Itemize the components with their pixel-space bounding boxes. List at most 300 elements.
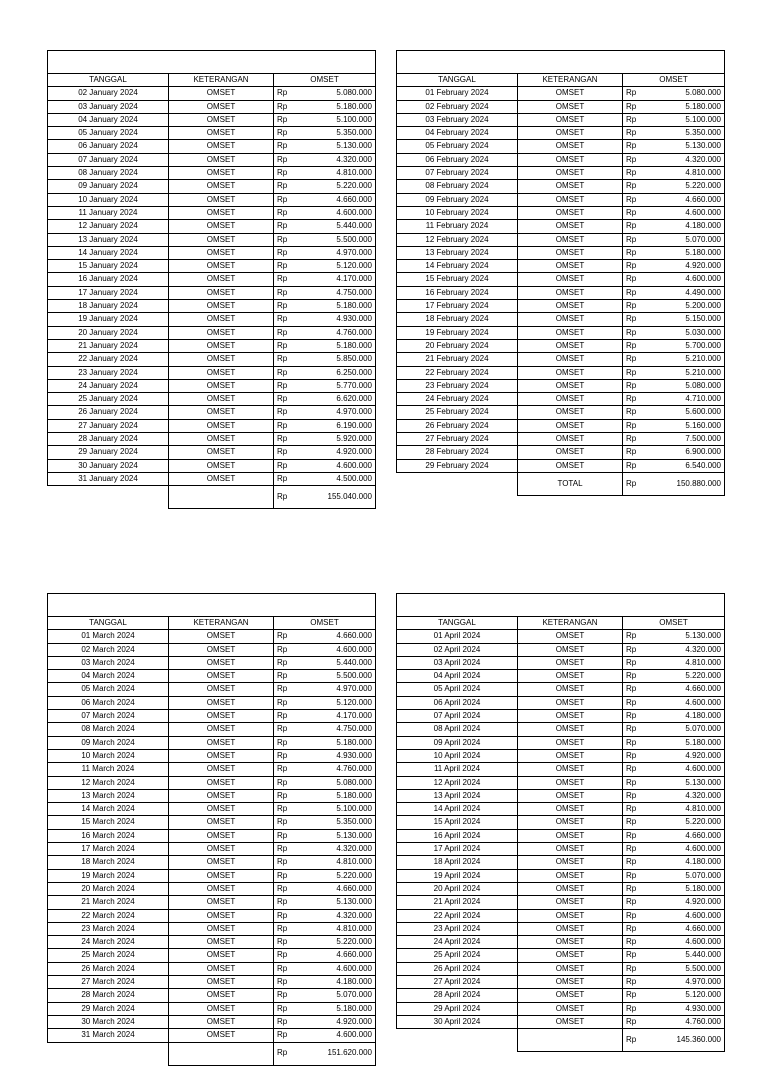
currency-label: Rp [277, 1016, 288, 1026]
row-amount-cell [623, 696, 725, 709]
total-label: TOTAL [518, 472, 623, 495]
amount-value: 7.500.000 [685, 434, 721, 444]
table-row [397, 393, 725, 406]
table-row [48, 339, 376, 352]
amount-value: 5.100.000 [336, 114, 372, 124]
omset-table-february [396, 50, 725, 496]
row-amount [277, 710, 372, 722]
currency-label: Rp [277, 1030, 288, 1040]
row-date: 18 February 2024 [397, 313, 518, 326]
row-description: OMSET [518, 1015, 623, 1028]
currency-label: Rp [277, 367, 288, 377]
row-date: 05 March 2024 [48, 683, 169, 696]
row-amount-cell [623, 710, 725, 723]
row-date: 06 February 2024 [397, 153, 518, 166]
row-description: OMSET [518, 989, 623, 1002]
row-date: 07 April 2024 [397, 710, 518, 723]
row-amount [626, 803, 721, 815]
row-amount [626, 353, 721, 365]
amount-value: 5.200.000 [685, 301, 721, 311]
currency-label: Rp [626, 340, 637, 350]
total-amount [626, 478, 721, 490]
total-amount-cell [623, 472, 725, 495]
table-row [397, 246, 725, 259]
currency-label: Rp [277, 168, 288, 178]
row-amount [626, 910, 721, 922]
row-amount [626, 870, 721, 882]
row-date: 28 April 2024 [397, 989, 518, 1002]
table-row [397, 153, 725, 166]
row-description: OMSET [169, 446, 274, 459]
row-amount [277, 353, 372, 365]
table-row [397, 989, 725, 1002]
amount-value: 5.160.000 [685, 420, 721, 430]
row-date: 27 April 2024 [397, 976, 518, 989]
row-date: 20 February 2024 [397, 339, 518, 352]
row-description: OMSET [169, 472, 274, 485]
row-amount-cell [623, 140, 725, 153]
currency-label: Rp [626, 261, 637, 271]
row-amount [626, 247, 721, 259]
row-date: 06 April 2024 [397, 696, 518, 709]
amount-value: 4.600.000 [336, 963, 372, 973]
currency-label: Rp [277, 937, 288, 947]
row-description: OMSET [518, 406, 623, 419]
currency-label: Rp [626, 154, 637, 164]
currency-label: Rp [277, 777, 288, 787]
row-amount [277, 367, 372, 379]
row-amount-cell [274, 1015, 376, 1028]
table-row [397, 736, 725, 749]
row-description: OMSET [169, 167, 274, 180]
row-date: 11 March 2024 [48, 763, 169, 776]
currency-label: Rp [626, 447, 637, 457]
currency-label: Rp [626, 434, 637, 444]
row-date: 27 March 2024 [48, 976, 169, 989]
row-date: 22 February 2024 [397, 366, 518, 379]
currency-label: Rp [626, 460, 637, 470]
currency-label: Rp [277, 247, 288, 257]
row-amount-cell [274, 167, 376, 180]
table-row [397, 803, 725, 816]
row-amount [277, 963, 372, 975]
row-description: OMSET [169, 1002, 274, 1015]
currency-label: Rp [277, 950, 288, 960]
row-amount-cell [623, 896, 725, 909]
row-amount-cell [274, 459, 376, 472]
row-date: 15 April 2024 [397, 816, 518, 829]
amount-value: 5.130.000 [685, 141, 721, 151]
table-row [397, 976, 725, 989]
row-date: 07 February 2024 [397, 167, 518, 180]
amount-value: 4.710.000 [685, 394, 721, 404]
row-amount [277, 460, 372, 472]
table-title-cell [397, 594, 725, 617]
table-row [397, 630, 725, 643]
currency-label: Rp [626, 407, 637, 417]
row-description: OMSET [518, 776, 623, 789]
row-description: OMSET [169, 326, 274, 339]
table-row [48, 829, 376, 842]
row-amount [277, 949, 372, 961]
row-description: OMSET [518, 459, 623, 472]
row-amount-cell [623, 776, 725, 789]
row-description: OMSET [169, 882, 274, 895]
table-row [397, 379, 725, 392]
amount-value: 5.070.000 [336, 990, 372, 1000]
row-amount-cell [623, 233, 725, 246]
row-date: 01 April 2024 [397, 630, 518, 643]
row-amount-cell [623, 976, 725, 989]
amount-value: 5.350.000 [336, 817, 372, 827]
row-date: 04 March 2024 [48, 670, 169, 683]
table-row [48, 1015, 376, 1028]
row-description: OMSET [169, 233, 274, 246]
row-date: 15 January 2024 [48, 260, 169, 273]
row-description: OMSET [518, 113, 623, 126]
table-row [397, 127, 725, 140]
amount-value: 4.660.000 [685, 684, 721, 694]
row-amount-cell [274, 936, 376, 949]
currency-label: Rp [626, 1016, 637, 1026]
row-amount [277, 313, 372, 325]
row-date: 15 March 2024 [48, 816, 169, 829]
table-row [397, 300, 725, 313]
total-spacer [397, 1029, 518, 1052]
amount-value: 4.810.000 [685, 804, 721, 814]
table-row [48, 643, 376, 656]
row-amount [277, 830, 372, 842]
row-date: 09 January 2024 [48, 180, 169, 193]
row-amount [277, 657, 372, 669]
row-amount [626, 180, 721, 192]
row-date: 25 April 2024 [397, 949, 518, 962]
currency-label: Rp [626, 790, 637, 800]
row-date: 26 January 2024 [48, 406, 169, 419]
row-amount [626, 140, 721, 152]
row-date: 08 March 2024 [48, 723, 169, 736]
row-date: 12 April 2024 [397, 776, 518, 789]
row-description: OMSET [518, 803, 623, 816]
currency-label: Rp [277, 154, 288, 164]
row-description: OMSET [169, 1015, 274, 1028]
row-date: 02 April 2024 [397, 643, 518, 656]
amount-value: 4.600.000 [685, 274, 721, 284]
currency-label: Rp [626, 1003, 637, 1013]
table-row [397, 233, 725, 246]
table-row [397, 1002, 725, 1015]
header-omset: OMSET [274, 74, 376, 87]
row-description: OMSET [518, 87, 623, 100]
amount-value: 4.920.000 [685, 897, 721, 907]
row-date: 21 February 2024 [397, 353, 518, 366]
row-date: 03 March 2024 [48, 656, 169, 669]
amount-value: 5.600.000 [685, 407, 721, 417]
table-row [48, 882, 376, 895]
row-date: 31 January 2024 [48, 472, 169, 485]
row-amount-cell [623, 803, 725, 816]
row-amount-cell [274, 1029, 376, 1042]
table-row [397, 326, 725, 339]
row-description: OMSET [518, 843, 623, 856]
row-date: 14 January 2024 [48, 246, 169, 259]
row-amount [626, 220, 721, 232]
amount-value: 4.660.000 [685, 923, 721, 933]
currency-label: Rp [277, 897, 288, 907]
row-amount-cell [274, 220, 376, 233]
row-date: 28 March 2024 [48, 989, 169, 1002]
table-row [48, 193, 376, 206]
currency-label: Rp [277, 977, 288, 987]
table-row [48, 459, 376, 472]
total-value: 150.880.000 [676, 478, 721, 488]
currency-label: Rp [277, 234, 288, 244]
table-row [397, 206, 725, 219]
amount-value: 5.850.000 [336, 354, 372, 364]
amount-value: 4.600.000 [685, 910, 721, 920]
row-description: OMSET [518, 909, 623, 922]
amount-value: 5.180.000 [685, 247, 721, 257]
amount-value: 4.600.000 [685, 844, 721, 854]
amount-value: 5.180.000 [685, 883, 721, 893]
row-amount-cell [623, 1015, 725, 1028]
table-row [48, 233, 376, 246]
row-amount [277, 194, 372, 206]
row-amount [626, 420, 721, 432]
row-amount-cell [274, 643, 376, 656]
row-date: 26 February 2024 [397, 419, 518, 432]
amount-value: 4.320.000 [685, 154, 721, 164]
currency-label: Rp [626, 327, 637, 337]
row-date: 20 April 2024 [397, 882, 518, 895]
row-amount-cell [623, 1002, 725, 1015]
amount-value: 5.440.000 [336, 657, 372, 667]
amount-value: 5.070.000 [685, 234, 721, 244]
table-row [48, 379, 376, 392]
currency-label: Rp [277, 221, 288, 231]
currency-label: Rp [626, 631, 637, 641]
table-row [48, 856, 376, 869]
row-description: OMSET [169, 976, 274, 989]
amount-value: 4.600.000 [336, 1030, 372, 1040]
currency-label: Rp [626, 857, 637, 867]
row-amount [277, 843, 372, 855]
amount-value: 4.180.000 [685, 857, 721, 867]
total-spacer [48, 486, 169, 509]
row-description: OMSET [169, 656, 274, 669]
row-description: OMSET [518, 710, 623, 723]
row-date: 29 January 2024 [48, 446, 169, 459]
table-row [48, 206, 376, 219]
row-amount [626, 1003, 721, 1015]
table-row [48, 406, 376, 419]
row-date: 18 April 2024 [397, 856, 518, 869]
currency-label: Rp [277, 194, 288, 204]
row-description: OMSET [518, 366, 623, 379]
row-amount [626, 154, 721, 166]
row-description: OMSET [169, 246, 274, 259]
amount-value: 5.130.000 [336, 141, 372, 151]
header-omset: OMSET [623, 74, 725, 87]
currency-label: Rp [626, 234, 637, 244]
row-amount [277, 790, 372, 802]
table-row [397, 353, 725, 366]
row-description: OMSET [518, 976, 623, 989]
row-date: 24 February 2024 [397, 393, 518, 406]
amount-value: 5.180.000 [336, 101, 372, 111]
table-row [48, 803, 376, 816]
table-row [48, 140, 376, 153]
row-description: OMSET [518, 419, 623, 432]
table-row [48, 723, 376, 736]
table-row [397, 366, 725, 379]
row-description: OMSET [518, 326, 623, 339]
row-amount-cell [274, 339, 376, 352]
row-amount-cell [623, 286, 725, 299]
table-row [48, 630, 376, 643]
table-row [397, 896, 725, 909]
row-date: 27 January 2024 [48, 419, 169, 432]
currency-label: Rp [626, 950, 637, 960]
row-amount-cell [274, 353, 376, 366]
row-amount [277, 300, 372, 312]
row-date: 20 March 2024 [48, 882, 169, 895]
amount-value: 5.130.000 [336, 897, 372, 907]
row-description: OMSET [518, 816, 623, 829]
row-amount [277, 644, 372, 656]
amount-value: 4.810.000 [685, 657, 721, 667]
currency-label: Rp [277, 671, 288, 681]
amount-value: 4.660.000 [685, 830, 721, 840]
currency-label: Rp [626, 990, 637, 1000]
row-description: OMSET [169, 816, 274, 829]
row-date: 07 January 2024 [48, 153, 169, 166]
currency-label: Rp [277, 473, 288, 483]
row-date: 17 February 2024 [397, 300, 518, 313]
table-row [397, 936, 725, 949]
row-amount [277, 260, 372, 272]
row-description: OMSET [518, 763, 623, 776]
table-row [397, 843, 725, 856]
row-date: 02 March 2024 [48, 643, 169, 656]
amount-value: 4.920.000 [336, 1016, 372, 1026]
row-amount-cell [274, 140, 376, 153]
header-keterangan: KETERANGAN [169, 617, 274, 630]
row-description: OMSET [518, 393, 623, 406]
row-date: 04 January 2024 [48, 113, 169, 126]
row-date: 08 April 2024 [397, 723, 518, 736]
row-description: OMSET [518, 286, 623, 299]
currency-label: Rp [626, 657, 637, 667]
row-amount-cell [623, 206, 725, 219]
row-date: 23 February 2024 [397, 379, 518, 392]
row-amount-cell [274, 300, 376, 313]
row-amount [277, 446, 372, 458]
currency-label: Rp [626, 114, 637, 124]
row-amount [277, 327, 372, 339]
table-row [48, 776, 376, 789]
row-amount [626, 710, 721, 722]
row-amount [626, 446, 721, 458]
currency-label: Rp [626, 194, 637, 204]
currency-label: Rp [277, 1048, 288, 1058]
row-amount-cell [623, 856, 725, 869]
table-row [48, 763, 376, 776]
table-row [48, 127, 376, 140]
table-row [397, 776, 725, 789]
row-date: 29 February 2024 [397, 459, 518, 472]
row-description: OMSET [518, 829, 623, 842]
table-row [397, 286, 725, 299]
currency-label: Rp [277, 327, 288, 337]
currency-label: Rp [277, 141, 288, 151]
table-row [397, 339, 725, 352]
amount-value: 5.180.000 [685, 737, 721, 747]
row-description: OMSET [169, 100, 274, 113]
amount-value: 5.920.000 [336, 434, 372, 444]
row-amount [277, 870, 372, 882]
table-row [397, 167, 725, 180]
row-description: OMSET [169, 736, 274, 749]
row-description: OMSET [169, 379, 274, 392]
row-date: 09 February 2024 [397, 193, 518, 206]
row-date: 22 March 2024 [48, 909, 169, 922]
row-amount-cell [274, 313, 376, 326]
row-amount-cell [274, 789, 376, 802]
amount-value: 5.180.000 [685, 101, 721, 111]
amount-value: 5.080.000 [685, 88, 721, 98]
total-value: 155.040.000 [327, 492, 372, 502]
row-date: 05 April 2024 [397, 683, 518, 696]
amount-value: 4.760.000 [336, 327, 372, 337]
amount-value: 4.970.000 [336, 407, 372, 417]
row-amount [626, 393, 721, 405]
row-description: OMSET [518, 1002, 623, 1015]
table-row [397, 180, 725, 193]
row-amount [277, 936, 372, 948]
row-amount [277, 737, 372, 749]
currency-label: Rp [626, 420, 637, 430]
row-date: 19 February 2024 [397, 326, 518, 339]
row-description: OMSET [518, 683, 623, 696]
table-row [48, 100, 376, 113]
row-date: 18 January 2024 [48, 300, 169, 313]
currency-label: Rp [277, 114, 288, 124]
currency-label: Rp [277, 287, 288, 297]
row-date: 30 March 2024 [48, 1015, 169, 1028]
row-amount-cell [274, 922, 376, 935]
row-description: OMSET [518, 339, 623, 352]
row-date: 19 March 2024 [48, 869, 169, 882]
amount-value: 4.920.000 [685, 261, 721, 271]
total-label [518, 1029, 623, 1052]
amount-value: 5.080.000 [685, 380, 721, 390]
table-row [48, 366, 376, 379]
header-tanggal: TANGGAL [48, 74, 169, 87]
amount-value: 4.970.000 [336, 247, 372, 257]
currency-label: Rp [277, 697, 288, 707]
row-amount-cell [274, 472, 376, 485]
row-amount [626, 273, 721, 285]
row-amount [277, 1029, 372, 1041]
amount-value: 4.930.000 [685, 1003, 721, 1013]
amount-value: 5.500.000 [336, 671, 372, 681]
amount-value: 4.320.000 [336, 154, 372, 164]
row-date: 04 April 2024 [397, 670, 518, 683]
table-row [48, 167, 376, 180]
amount-value: 4.170.000 [336, 711, 372, 721]
row-amount-cell [274, 763, 376, 776]
